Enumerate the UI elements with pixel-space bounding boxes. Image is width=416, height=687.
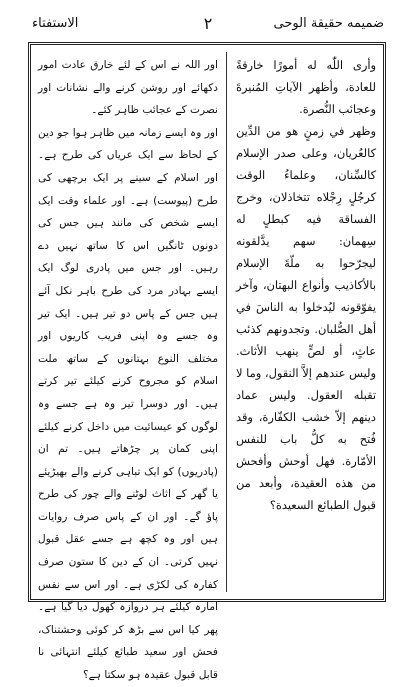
arabic-column bbox=[236, 54, 376, 516]
book-title: ضميمه حقيقة الوحی bbox=[273, 16, 384, 31]
arabic-paragraph-1: وأرى اللّٰه له أمورًا خارقةً للعادة، وأظهر الآياتِ المُنيرةَ وعجائب النُّصرة. bbox=[236, 58, 376, 116]
urdu-paragraph-1: اور اللہ نے اس کے لئے خارق عادت امور دکھائے اور روشن کرنے والے نشانات اور نصرت کے عجائب ظاہر کئے۔ bbox=[38, 59, 218, 117]
urdu-paragraph-2: اور وہ ایسے زمانہ میں ظاہر ہوا جو دین کے لحاظ سے ایک عریاں کی طرح ہے۔ اور اسلام کے سینے پر ایک برچھی کی طرح (پیوست) ہے۔ اور علماء وقت ایک ایسے شخص کی مانند ہیں جس کی دونوں ٹانگیں اس کا ساتھ نہیں دے رہیں۔ اور جس میں پادری لوگ ایک ایسے بہادر مرد کی طرح باہر نکل آئے ہیں جس کے پاس دو تیر ہیں۔ ایک تیر وہ جسے وہ اپنی فریب کاریوں اور مختلف النوع بہتانوں کے ساتھ ملت اسلام کو مجروح کرنے کیلئے تیر کرتے ہیں۔ اور دوسرا تیر وہ ہے جسے وہ لوگوں کو عیسائیت میں داخل کرنے کیلئے اپنی کمان پر چڑھاتے ہیں۔ تم ان (پادریوں) کو ایک تباہی کرنے والے بھیڑیئے یا گھر کے اثاث لوٹنے والے چور کی طرح پاؤ گے۔ اور ان کے پاس صرف روایات ہیں اور وہ کچھ ہے جسے عقل قبول نہیں کرتی۔ ان کے دین کا ستون صرف کفارہ کی لکڑی ہے۔ اور اس سے نفس امارہ کیلئے ہر دروازہ کھول دیا گیا ہے۔ پھر کیا اس سے بڑھ کر کوئی وحشتناک، فحش اور سعید طبائع کیلئے انتہائی نا قابل قبول عقیدہ ہو سکتا ہے؟ bbox=[38, 126, 218, 682]
urdu-column bbox=[38, 54, 218, 687]
arabic-paragraph-2: وظهر في زمنٍ هو من الدِّين كالعُريان، وعلى صدر الإسلام كالسِّنان، وعلماءُ الوقت كرجُلٍ رِجْلاه تتخاذلان، وخرج الفساقة فيه كبطلٍ له سِهمان: سهم يدَّلقونه ليجرّحوا به ملّةَ الإسلام بالأكاذيب وأنواع البهتان، وآخر يفوّقونه ليُدخلوا به الناسَ في أهل الصُّلبان. وتجدونهم كذئب عاثٍ، أو لصٍّ ينهب الأثاث. وليس عندهم إلاَّ النقول، وما لا تقبله العقول. وليس عماد دينهم إلاّ خشب الكفّارة، وقد فُتح به كلُّ باب للنفس الأمّارة. فهل أوحش وأفحش من هذه العقيدة، وأبعد من قبول الطبائع السعيدة؟ bbox=[236, 124, 376, 512]
page-header bbox=[32, 14, 384, 36]
column-divider bbox=[226, 52, 227, 592]
page-number: ٢ bbox=[203, 14, 213, 33]
section-title: الاستفتاء bbox=[32, 16, 79, 31]
